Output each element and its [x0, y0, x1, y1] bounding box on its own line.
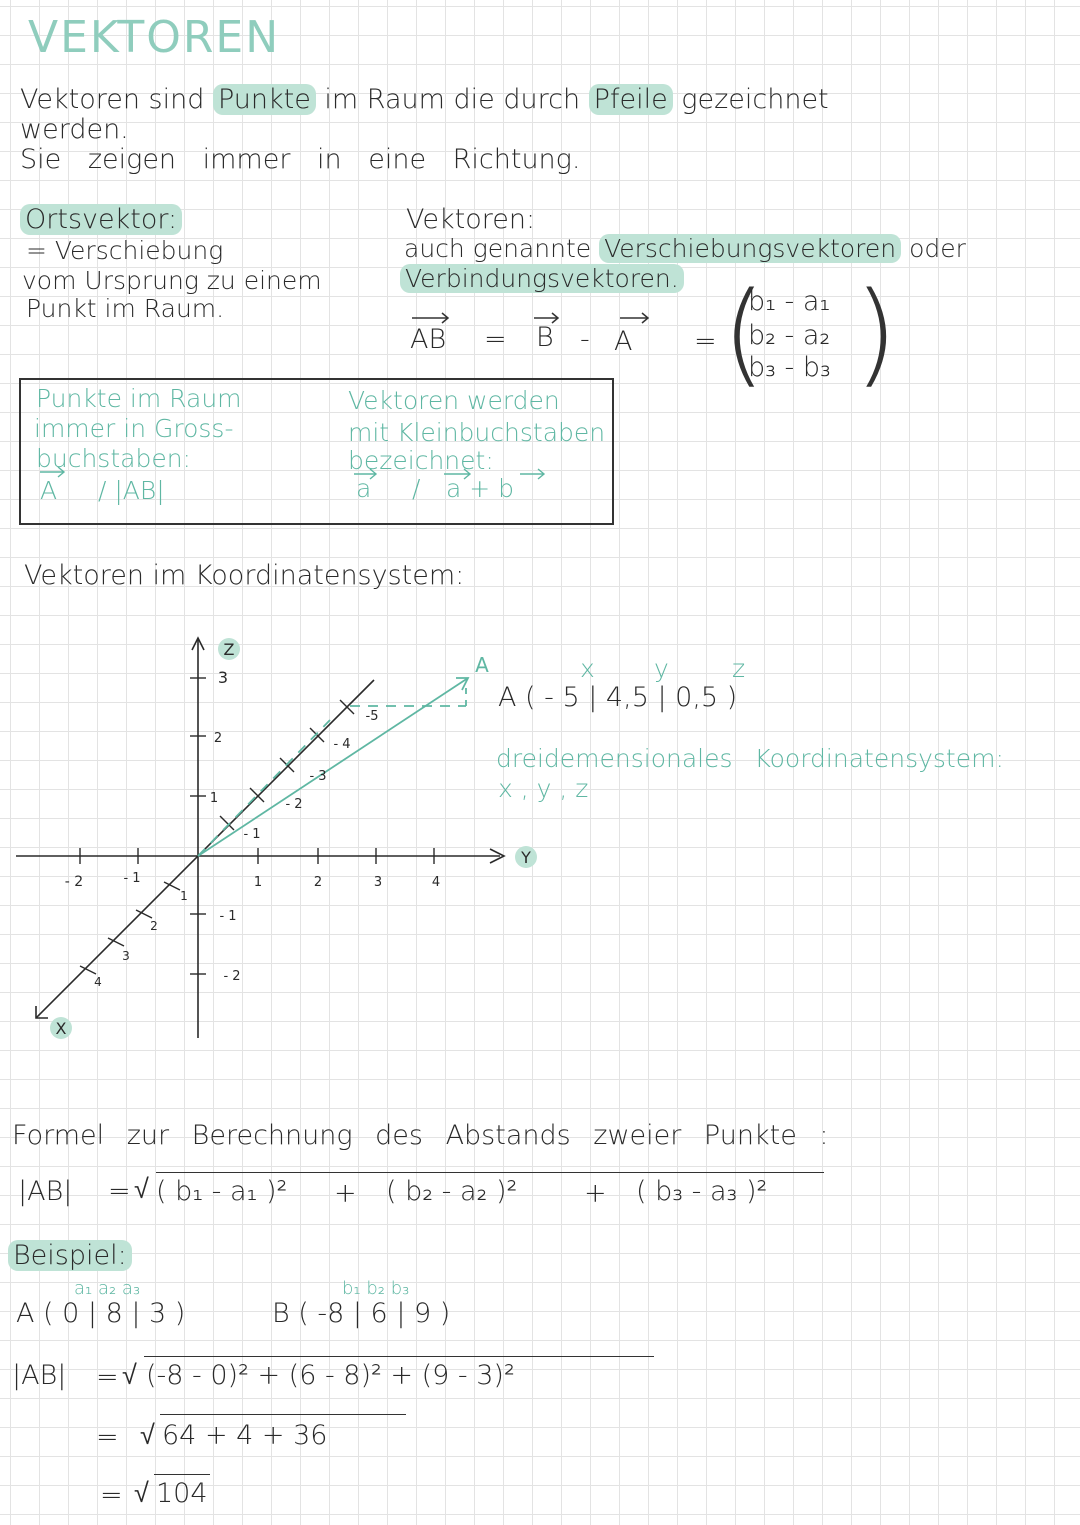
matrix-left-paren: (: [722, 269, 766, 399]
formel-eq: =: [108, 1176, 131, 1207]
x-tick-1: 1: [180, 889, 188, 903]
box-left-example-b: / |AB|: [98, 476, 165, 505]
formel-sqrt-bar: [156, 1172, 824, 1173]
intro-text-a: Vektoren sind: [20, 84, 205, 115]
beispiel-line3-eq: =: [100, 1480, 123, 1511]
intro-text-b: im Raum die durch: [324, 84, 581, 115]
coord-header-z: z: [732, 654, 746, 683]
y-tick-3: 3: [373, 875, 383, 890]
beispiel-label-text: Beispiel:: [8, 1240, 132, 1271]
vektoren-highlight-verschiebung: Verschiebungsvektoren: [599, 234, 901, 263]
formel-term-2: ( b₂ - a₂ )²: [386, 1176, 518, 1207]
y-tick-m1: - 1: [123, 871, 141, 886]
formel-heading: Formel zur Berechnung des Abstands zweier Punkte :: [12, 1120, 829, 1151]
intro-line-3: Sie zeigen immer in eine Richtung.: [20, 144, 581, 175]
formula-b: B: [536, 322, 554, 353]
beispiel-label: [8, 1240, 132, 1271]
box-right-example-c: a + b: [446, 474, 515, 503]
box-left-line-1: Punkte im Raum: [36, 384, 242, 413]
formel-plus-1: +: [334, 1178, 357, 1209]
vektoren-highlight-verbindung: Verbindungsvektoren.: [400, 264, 684, 293]
beispiel-point-b: B ( -8 | 6 | 9 ): [272, 1298, 451, 1329]
intro-line-1: [20, 84, 829, 115]
matrix-row-1: b₁ - a₁: [748, 286, 831, 317]
ortsvektor-heading-label: Ortsvektor:: [20, 204, 182, 235]
diag-tick-m4: - 4: [333, 737, 351, 752]
formula-ab: AB: [410, 324, 447, 355]
vektoren-text-b: oder: [909, 234, 966, 263]
coord-header-x: x: [580, 654, 595, 683]
formula-eq-2: =: [694, 326, 717, 357]
y-tick-2: 2: [313, 875, 323, 890]
point-a-coordinates: A ( - 5 | 4,5 | 0,5 ): [498, 682, 738, 713]
beispiel-line2-sqrt: √: [140, 1420, 155, 1451]
box-left-line-3: buchstaben:: [36, 444, 191, 473]
vektoren-text-a: auch genannte: [404, 234, 592, 263]
formula-minus: -: [580, 324, 590, 355]
z-tick-3: 3: [217, 668, 229, 687]
formula-a: A: [614, 326, 633, 357]
box-right-line-3: bezeichnet:: [348, 446, 494, 475]
matrix-row-2: b₂ - a₂: [748, 320, 831, 351]
beispiel-line2-rhs: 64 + 4 + 36: [162, 1420, 328, 1451]
box-right-example-b: /: [412, 474, 421, 503]
x-tick-2: 2: [150, 919, 158, 933]
diag-tick-m1: - 1: [243, 827, 261, 842]
vektoren-heading: Vektoren:: [406, 204, 536, 235]
point-a-label: A: [475, 653, 489, 677]
x-tick-4: 4: [94, 975, 102, 989]
ortsvektor-line-2: vom Ursprung zu einem: [22, 266, 322, 295]
koordinaten-heading: Vektoren im Koordinatensystem:: [24, 560, 465, 591]
x-axis-label: X: [55, 1019, 67, 1038]
beispiel-point-a: A ( 0 | 8 | 3 ): [16, 1298, 186, 1329]
z-tick-1: 1: [209, 791, 219, 806]
z-tick-m2: - 2: [223, 969, 241, 984]
formel-term-1: ( b₁ - a₁ )²: [156, 1176, 288, 1207]
z-tick-2: 2: [213, 731, 223, 746]
intro-highlight-punkte: Punkte: [213, 84, 316, 115]
vektoren-line-1: [404, 234, 966, 263]
beispiel-line1-lhs: |AB|: [12, 1360, 67, 1391]
y-axis-label: Y: [521, 848, 531, 867]
page-title: VEKTOREN: [28, 12, 281, 63]
intro-line-2: werden.: [20, 114, 129, 145]
beispiel-line1-eq: =: [96, 1362, 119, 1393]
vektoren-line-2: [400, 264, 684, 293]
formel-lhs: |AB|: [18, 1176, 73, 1207]
beispiel-line1-sqrt: √: [122, 1360, 137, 1391]
box-left-example-a: A: [40, 476, 58, 505]
ortsvektor-line-3: Punkt im Raum.: [26, 294, 225, 323]
beispiel-line1-sqrt-bar: [144, 1356, 654, 1357]
column-vector: [722, 269, 898, 399]
box-left-line-2: immer in Gross-: [34, 414, 234, 443]
beispiel-a-indices: a₁ a₂ a₃: [74, 1278, 141, 1299]
ortsvektor-line-1: = Verschiebung: [26, 236, 224, 265]
box-right-line-1: Vektoren werden: [348, 386, 560, 415]
box-vector-arrows: [30, 462, 550, 482]
beispiel-line1-rhs: (-8 - 0)² + (6 - 8)² + (9 - 3)²: [146, 1360, 515, 1391]
beispiel-line2-eq: =: [96, 1422, 119, 1453]
z-axis-label: Z: [223, 640, 235, 659]
coord-header-y: y: [654, 654, 669, 683]
beispiel-line3-sqrt-bar: [154, 1474, 210, 1475]
box-right-line-2: mit Kleinbuchstaben: [348, 418, 606, 447]
y-tick-1: 1: [253, 875, 263, 890]
diag-tick-m2: - 2: [285, 797, 303, 812]
intro-text-c: gezeichnet: [681, 84, 829, 115]
ortsvektor-heading: [20, 204, 182, 235]
formel-term-3: ( b₃ - a₃ )²: [636, 1176, 768, 1207]
koordinaten-desc-2: x , y , z: [498, 774, 589, 803]
matrix-row-3: b₃ - b₃: [748, 352, 831, 383]
formel-sqrt: √: [134, 1174, 149, 1205]
box-right-example-a: a: [356, 474, 372, 503]
y-tick-m2: - 2: [64, 874, 84, 890]
formula-eq-1: =: [484, 324, 507, 355]
matrix-right-paren: ): [854, 269, 898, 399]
intro-highlight-pfeile: Pfeile: [589, 84, 673, 115]
y-tick-4: 4: [431, 875, 441, 890]
diag-tick-m5: -5: [365, 709, 379, 724]
beispiel-line3-sqrt: √: [134, 1478, 149, 1509]
beispiel-b-indices: b₁ b₂ b₃: [342, 1278, 410, 1299]
formel-plus-2: +: [584, 1178, 607, 1209]
beispiel-line2-sqrt-bar: [160, 1414, 406, 1415]
beispiel-line3-rhs: 104: [156, 1478, 208, 1509]
diag-tick-m3: - 3: [309, 769, 327, 784]
koordinaten-desc-1: dreidemensionales Koordinatensystem:: [496, 744, 1004, 773]
z-tick-m1: - 1: [219, 909, 237, 924]
x-tick-3: 3: [122, 949, 130, 963]
